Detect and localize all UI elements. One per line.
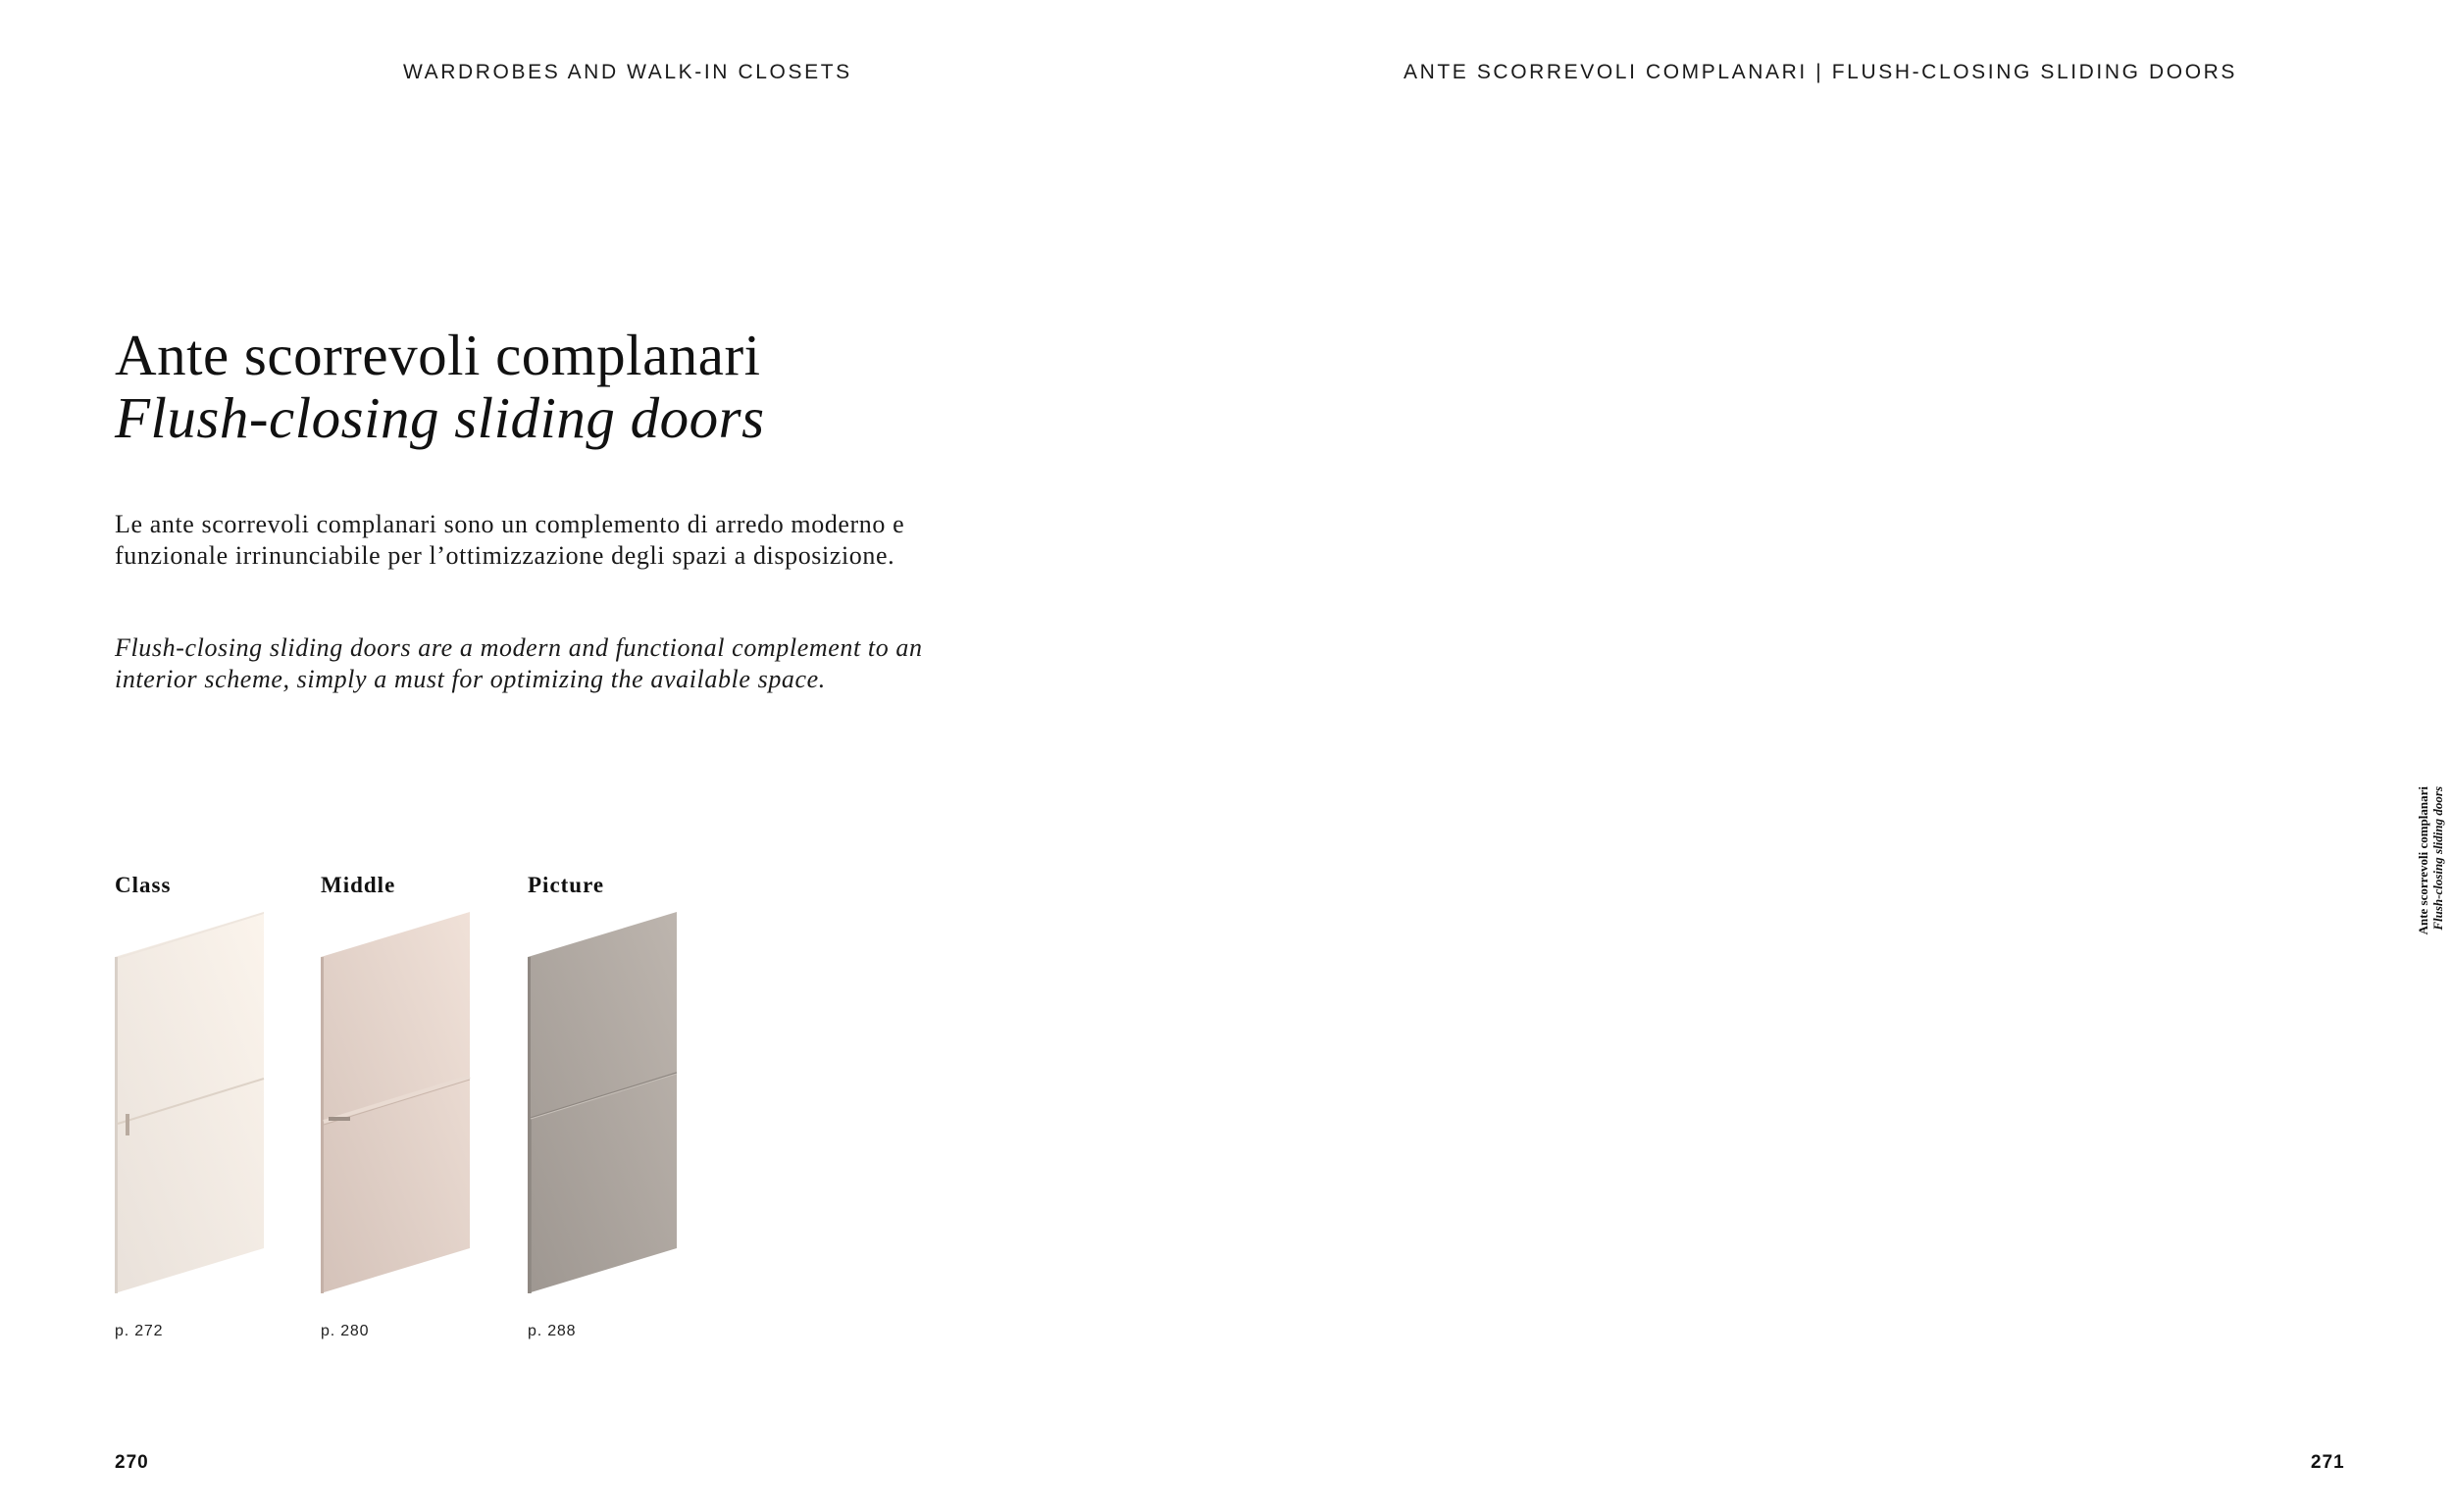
intro-paragraph-english: Flush-closing sliding doors are a modern and functional complement to an interior scheme, simply a must for optimizing the available space. <box>115 633 923 693</box>
door-model-label: Picture <box>528 873 605 897</box>
door-model-picture[interactable] <box>528 871 704 1339</box>
door-model-class[interactable] <box>115 871 291 1339</box>
running-header-left: WARDROBES AND WALK-IN CLOSETS <box>403 61 852 83</box>
title-italian: Ante scorrevoli complanari <box>115 323 761 387</box>
side-section-tab[interactable] <box>2416 786 2445 983</box>
title-english: Flush-closing sliding doors <box>115 385 765 450</box>
door-model-label: Middle <box>321 873 396 897</box>
door-model-middle[interactable] <box>321 871 497 1339</box>
page-number-right: 271 <box>2311 1452 2345 1473</box>
running-header-right: ANTE SCORREVOLI COMPLANARI | FLUSH-CLOSING SLIDING DOORS <box>1403 61 2237 83</box>
page-number-left: 270 <box>115 1452 149 1473</box>
page-title <box>115 324 765 449</box>
door-model-page-ref: p. 280 <box>321 1323 370 1339</box>
class-door-image <box>115 912 272 1294</box>
picture-door-image <box>528 912 685 1294</box>
side-tab-italian: Ante scorrevoli complanari <box>2416 786 2430 935</box>
door-model-label: Class <box>115 873 172 897</box>
door-model-page-ref: p. 288 <box>528 1323 577 1339</box>
side-tab-english: Flush-closing sliding doors <box>2430 786 2445 931</box>
intro-paragraph-italian: Le ante scorrevoli complanari sono un complemento di arredo moderno e funzionale irrinunciabile per l’ottimizzazione degli spazi a disposizione. <box>115 510 905 570</box>
middle-door-image <box>321 912 478 1294</box>
door-model-page-ref: p. 272 <box>115 1323 164 1339</box>
